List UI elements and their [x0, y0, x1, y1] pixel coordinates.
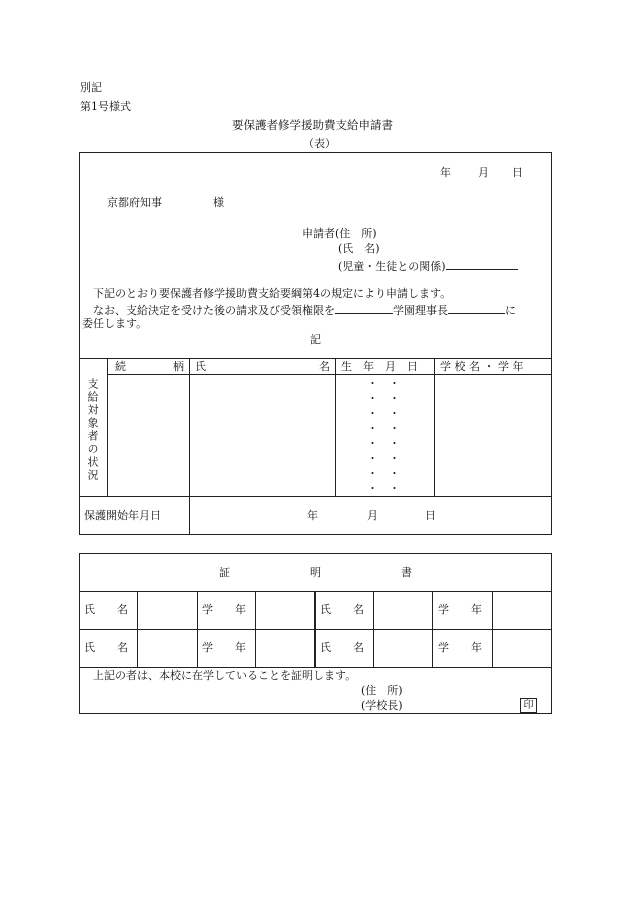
- form-number: 第1号様式: [80, 100, 131, 113]
- header-birthdate: 生 年 月 日: [341, 360, 418, 373]
- cert-grade-label: 学 年: [202, 641, 246, 654]
- certificate-col-6: [492, 591, 493, 667]
- applicant-address-label: 申請者(住 所): [302, 227, 377, 240]
- applicant-relation-label: (児童・生徒との関係): [338, 258, 518, 274]
- birthdate-dots: ・ ・: [367, 407, 400, 420]
- birthdate-dots: ・ ・: [367, 482, 400, 495]
- certificate-grid-line-3: [79, 667, 552, 668]
- addressee-honorific: 様: [213, 196, 224, 209]
- status-side-label: 支給対象者の状況: [86, 378, 99, 482]
- certificate-col-center: [314, 591, 316, 667]
- certificate-col-3: [255, 591, 256, 667]
- cert-grade-label: 学 年: [202, 603, 246, 616]
- cert-name-label: 氏 名: [84, 603, 128, 616]
- table-col-divider-3: [335, 358, 336, 496]
- header-name-b: 名: [319, 360, 330, 373]
- certificate-title-b: 明: [310, 566, 321, 579]
- protection-start-day: 日: [425, 509, 436, 522]
- header-relation-a: 続: [115, 360, 126, 373]
- table-header-border: [107, 374, 552, 375]
- table-bottom-border: [79, 496, 552, 497]
- certificate-principal: (学校長): [361, 699, 403, 712]
- birthdate-dots: ・ ・: [367, 452, 400, 465]
- certificate-col-2: [197, 591, 198, 667]
- application-body-line1: 下記のとおり要保護者修学援助費支給要綱第4の規定により申請します。: [93, 287, 452, 300]
- birthdate-dots-column: [367, 376, 400, 496]
- header-school-grade: 学 校 名 ・ 学 年: [440, 360, 524, 373]
- cert-name-label: 氏 名: [84, 641, 128, 654]
- protection-start-label: 保護開始年月日: [84, 509, 161, 522]
- birthdate-dots: ・ ・: [367, 467, 400, 480]
- certificate-school-address: (住 所): [361, 684, 403, 697]
- certificate-col-1: [137, 591, 138, 667]
- birthdate-dots: ・ ・: [367, 377, 400, 390]
- table-col-divider-1: [107, 358, 108, 496]
- date-year: 年: [440, 166, 451, 179]
- table-top-border: [79, 358, 552, 359]
- form-title: 要保護者修学援助費支給申請書: [232, 118, 393, 132]
- applicant-name-label: (氏 名): [338, 242, 380, 255]
- relation-blank[interactable]: [446, 258, 518, 270]
- cert-name-label: 氏 名: [320, 603, 364, 616]
- header-relation-b: 柄: [173, 360, 184, 373]
- cert-name-label: 氏 名: [320, 641, 364, 654]
- protection-start-month: 月: [367, 509, 378, 522]
- certificate-title-a: 証: [219, 566, 230, 579]
- table-col-divider-4: [434, 358, 435, 496]
- table-col-divider-2: [189, 358, 190, 535]
- form-side-label: （表）: [303, 137, 336, 150]
- betsuki-label: 別記: [80, 81, 102, 94]
- cert-grade-label: 学 年: [438, 603, 482, 616]
- addressee: 京都府知事: [107, 196, 162, 209]
- birthdate-dots: ・ ・: [367, 422, 400, 435]
- ki-label: 記: [310, 333, 321, 346]
- application-body-line2: なお、支給決定を受けた後の請求及び受領権限を 学園理事長 に: [93, 304, 516, 317]
- certificate-col-5: [432, 591, 433, 667]
- delegation-blank-1[interactable]: [335, 302, 393, 314]
- certificate-statement: 上記の者は、本校に在学していることを証明します。: [93, 669, 357, 682]
- birthdate-dots: ・ ・: [367, 392, 400, 405]
- delegation-blank-2[interactable]: [448, 302, 505, 314]
- cert-grade-label: 学 年: [438, 641, 482, 654]
- seal-mark: 印: [520, 698, 537, 713]
- header-name-a: 氏: [195, 360, 206, 373]
- birthdate-dots: ・ ・: [367, 437, 400, 450]
- protection-start-year: 年: [307, 509, 318, 522]
- date-month: 月: [478, 166, 489, 179]
- date-day: 日: [512, 166, 523, 179]
- certificate-title-c: 書: [401, 566, 412, 579]
- application-body-line3: 委任します。: [82, 317, 148, 330]
- certificate-col-4: [373, 591, 374, 667]
